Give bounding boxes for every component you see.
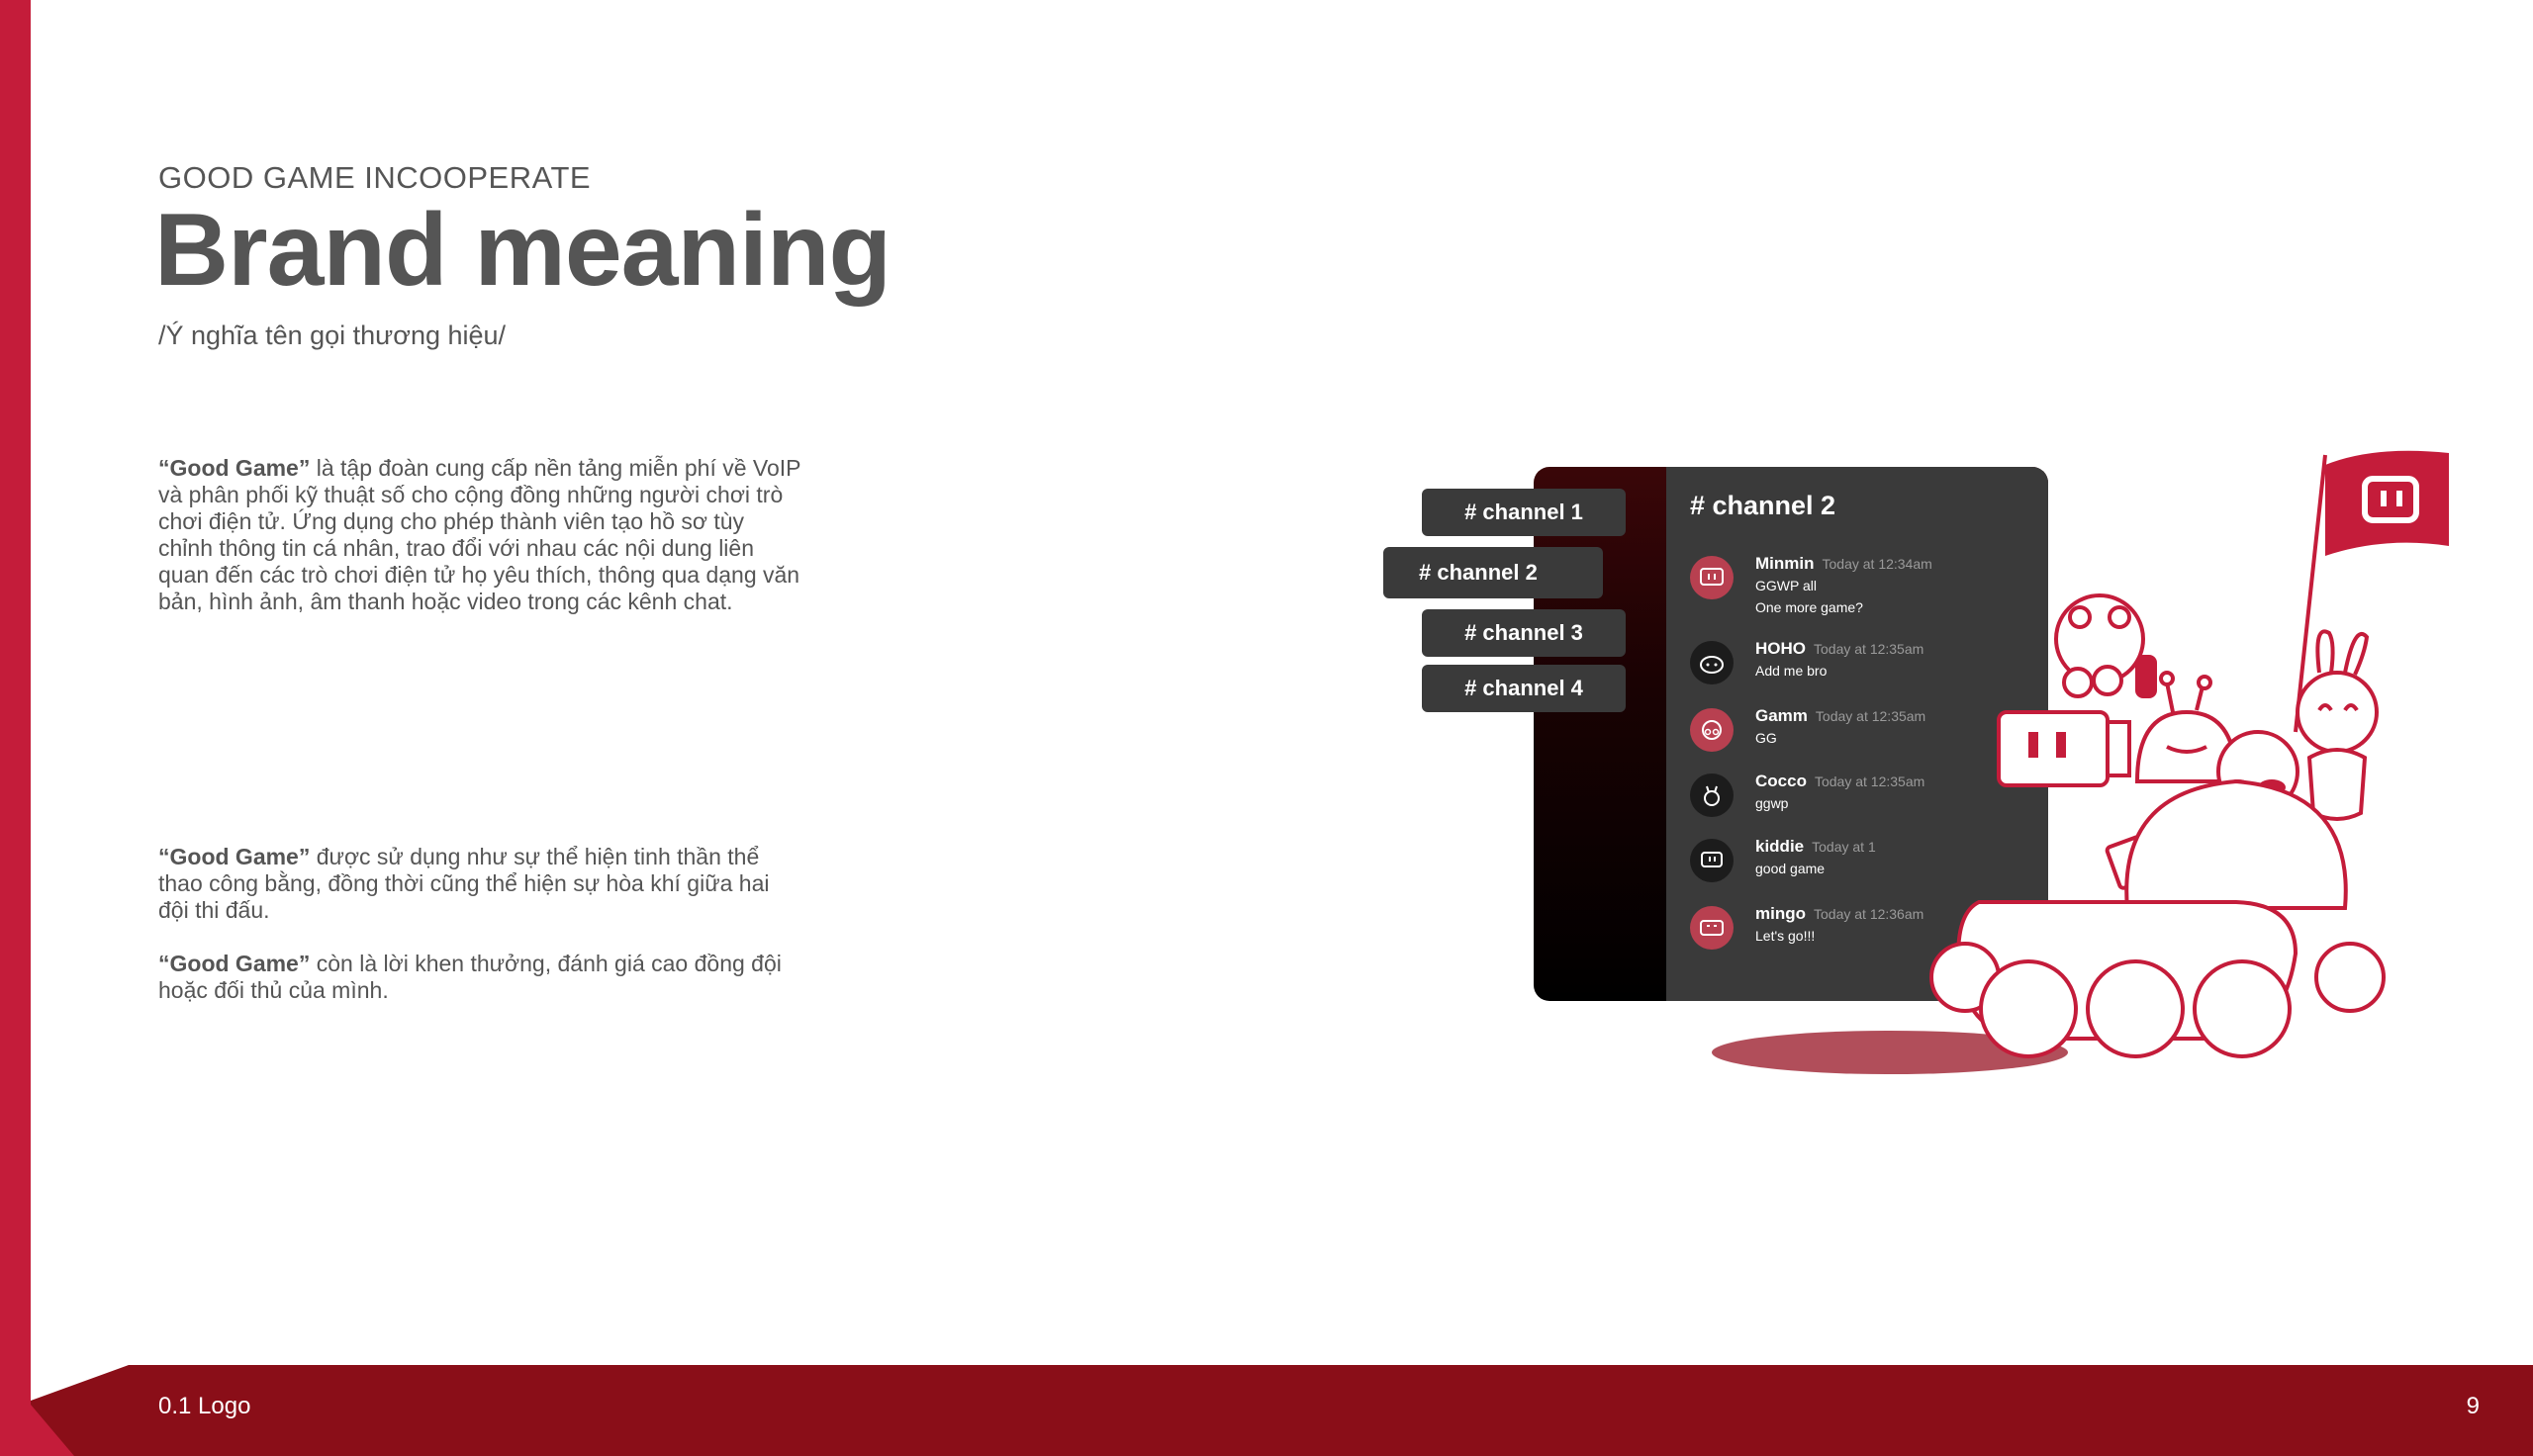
page-subtitle: /Ý nghĩa tên gọi thương hiệu/: [158, 320, 507, 350]
chat-channel-title: # channel 2: [1690, 491, 1836, 520]
message-text: GG: [1755, 730, 1777, 746]
channel-4-button[interactable]: # channel 4: [1422, 665, 1626, 712]
paragraph-3-bold: “Good Game”: [158, 951, 311, 976]
paragraph-1-bold: “Good Game”: [158, 455, 311, 481]
footer-section-label: 0.1 Logo: [158, 1393, 251, 1419]
tank-tracks-icon: [1931, 902, 2384, 1056]
paragraph-3: [158, 951, 801, 1004]
message-time: Today at 12:35am: [1814, 774, 1925, 789]
message-time: Today at 12:35am: [1814, 641, 1924, 657]
author-name: HOHO: [1755, 639, 1806, 658]
author-name: Minmin: [1755, 554, 1815, 573]
message-time: Today at 1: [1812, 839, 1876, 855]
message-text: Add me bro: [1755, 663, 1828, 679]
chat-illustration: [1375, 445, 2474, 1088]
tank-mascot-illustration: [1375, 445, 2474, 1088]
eyebrow-label: GOOD GAME INCOOPERATE: [158, 160, 592, 195]
footer-background: [0, 1365, 2533, 1456]
message-time: Today at 12:34am: [1822, 556, 1932, 572]
paragraph-2: [158, 844, 801, 924]
mascot-bear-icon: [2056, 595, 2155, 696]
message-text: Let's go!!!: [1755, 928, 1816, 944]
paragraph-1: [158, 455, 801, 615]
mascot-box-icon: [1999, 712, 2129, 785]
author-name: Gamm: [1755, 706, 1808, 725]
message-text: GGWP all: [1755, 578, 1817, 593]
message-time: Today at 12:36am: [1814, 906, 1924, 922]
message-text: ggwp: [1755, 795, 1789, 811]
page-title: Brand meaning: [154, 193, 891, 308]
page-number: 9: [2466, 1393, 2480, 1419]
paragraph-1-text: là tập đoàn cung cấp nền tảng miễn phí về VoIP và phân phối kỹ thuật số cho cộng đồng những người chơi trò chơi điện tử. Ứng dụng cho phép thành viên tạo hồ sơ tùy chỉnh thông tin cá nhân, trao đổi với nhau các nội dung liên quan đến các trò chơi điện tử họ yêu thích, thông qua dạng văn bản, hình ảnh, âm thanh hoặc video trong các kênh chat.: [158, 455, 801, 614]
footer-bar: [0, 1365, 2533, 1456]
message-text: good game: [1755, 861, 1826, 876]
channel-2-button[interactable]: # channel 2: [1383, 547, 1603, 598]
author-name: mingo: [1755, 904, 1806, 923]
message-time: Today at 12:35am: [1815, 708, 1926, 724]
paragraph-3-text: còn là lời khen thưởng, đánh giá cao đồng đội hoặc đối thủ của mình.: [158, 951, 782, 1003]
left-accent-bar: [0, 0, 31, 1456]
channel-1-button[interactable]: # channel 1: [1422, 489, 1626, 536]
paragraph-2-bold: “Good Game”: [158, 844, 311, 869]
paragraph-2-text: được sử dụng như sự thể hiện tinh thần thể thao công bằng, đồng thời cũng thể hiện sự hòa khí giữa hai đội thi đấu.: [158, 844, 770, 923]
author-name: Cocco: [1755, 772, 1807, 790]
author-name: kiddie: [1755, 837, 1805, 856]
message-text: One more game?: [1755, 599, 1863, 615]
channel-3-button[interactable]: # channel 3: [1422, 609, 1626, 657]
